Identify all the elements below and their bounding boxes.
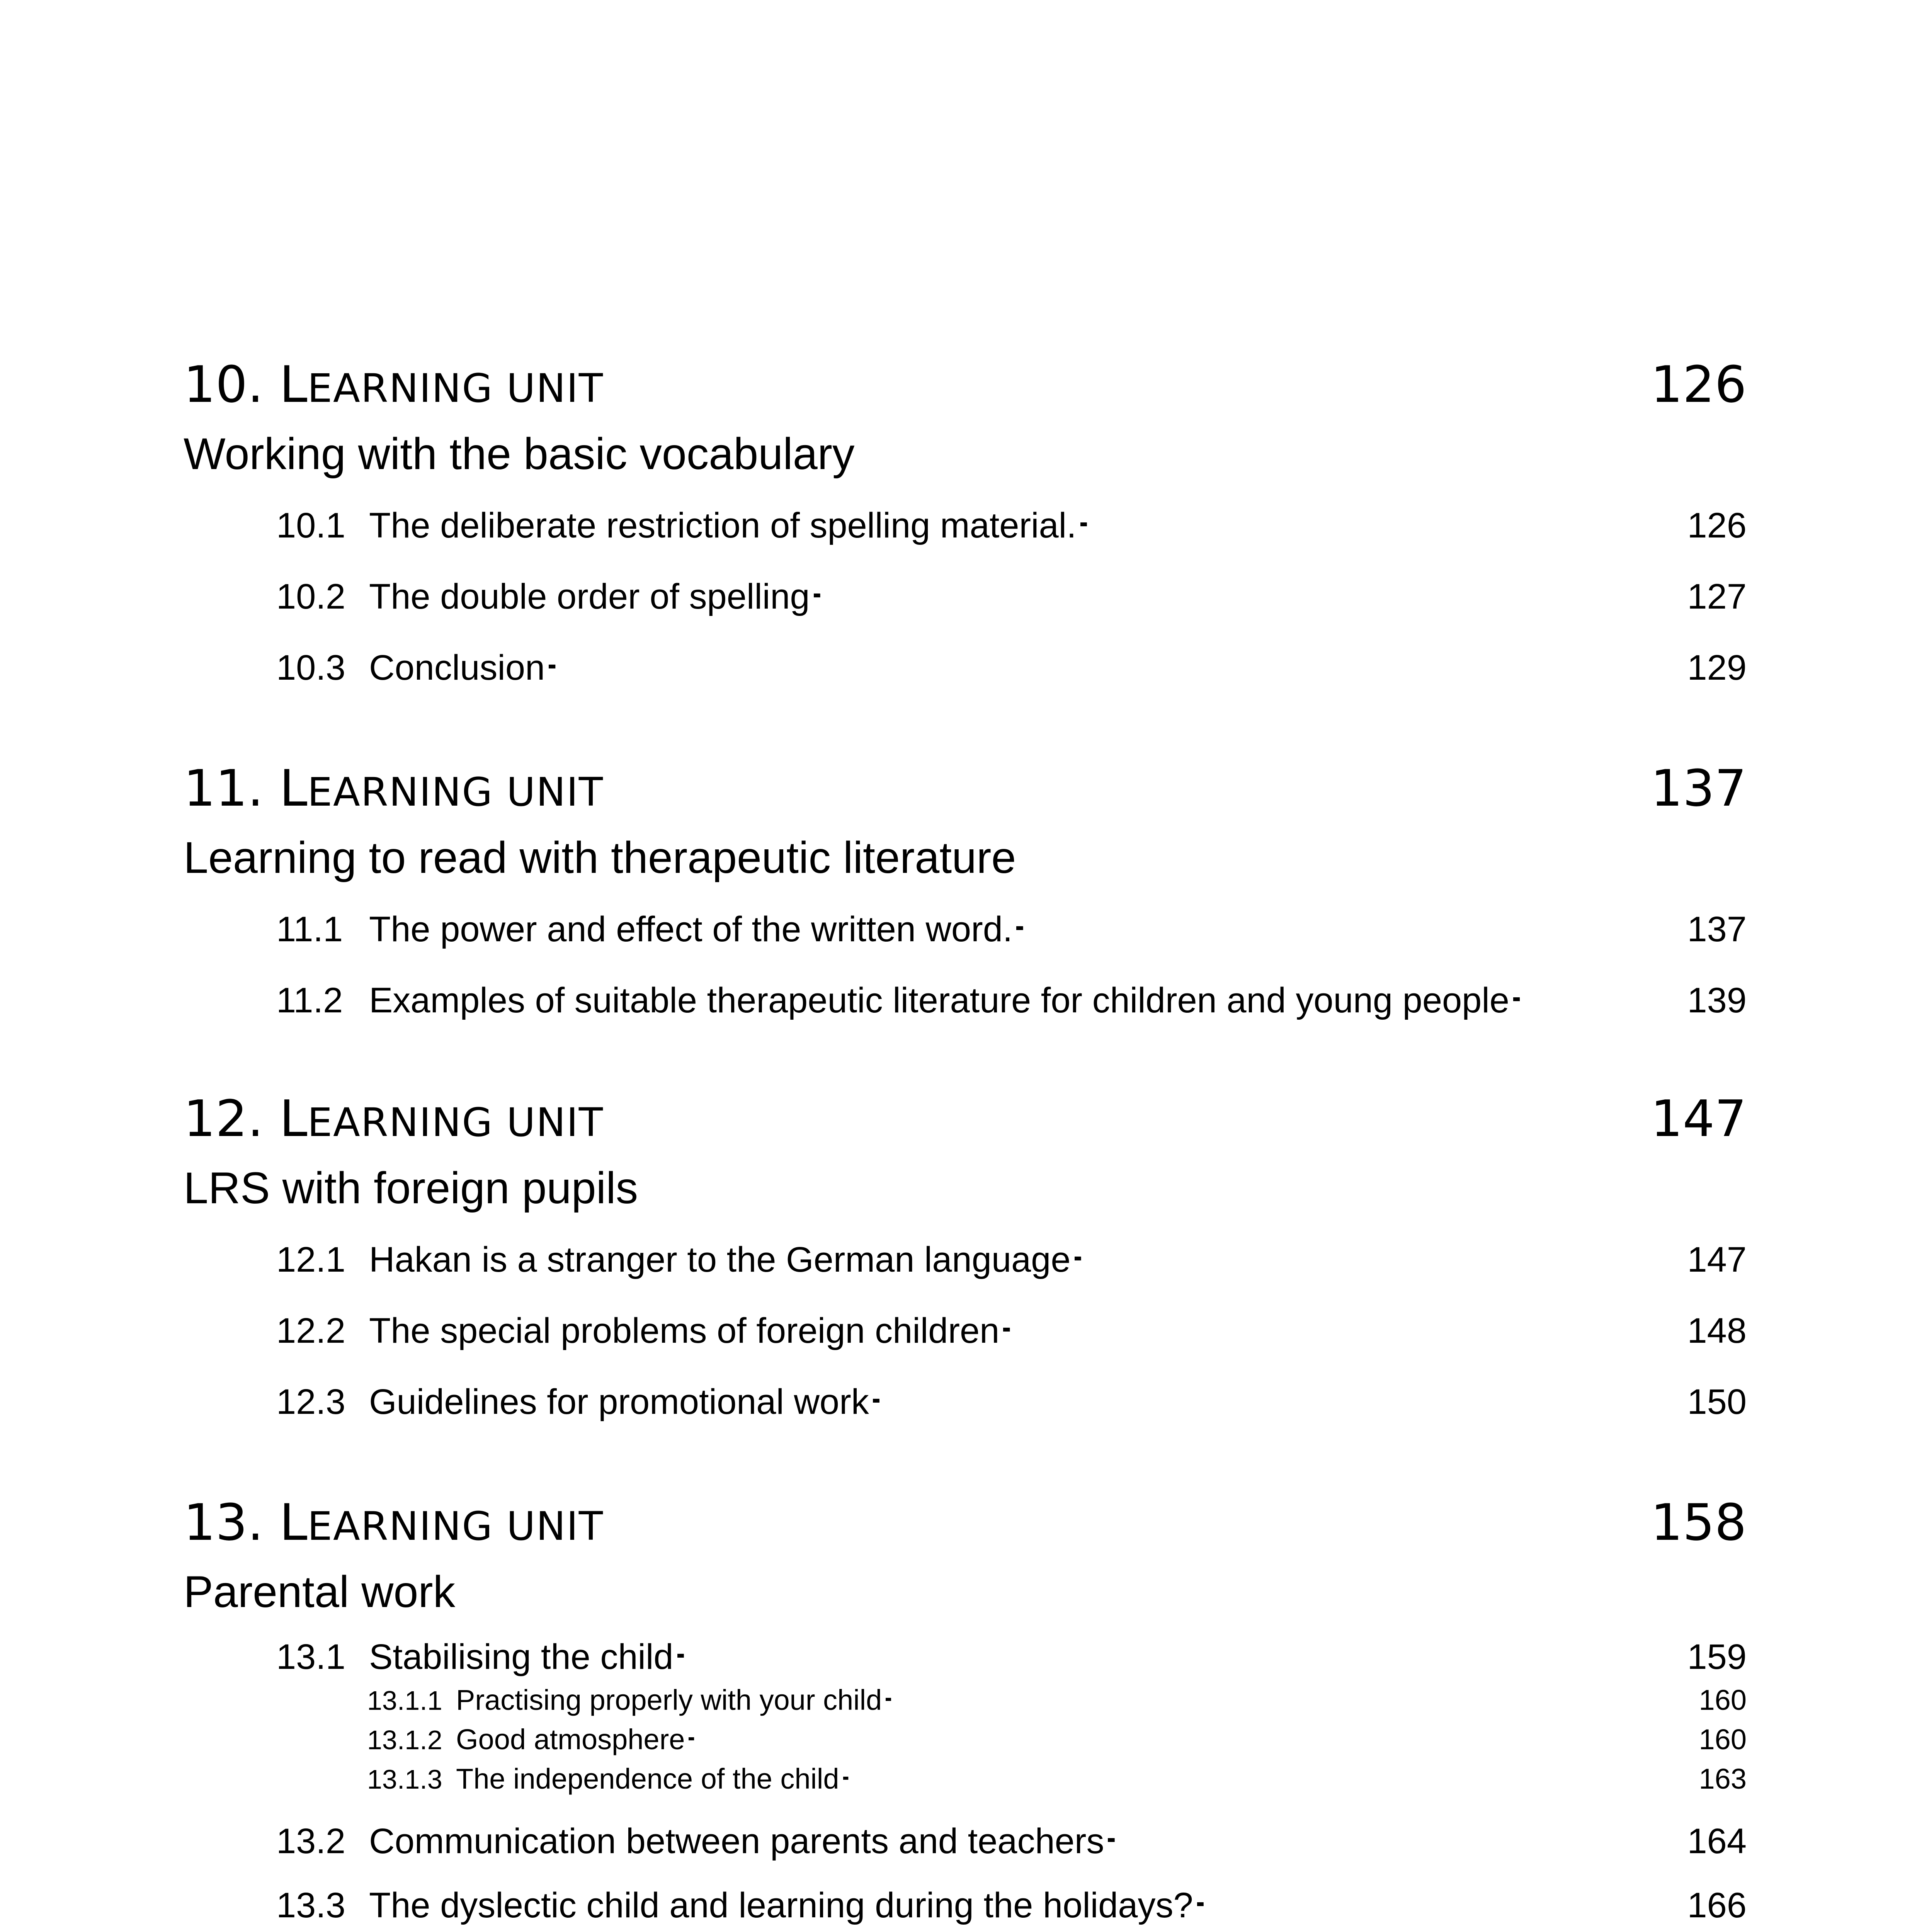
entry-number: 10.3 <box>276 648 346 687</box>
entry-title: The deliberate restriction of spelling material. <box>369 506 1077 545</box>
dot-leader <box>873 1378 1684 1414</box>
unit-subtitle: Working with the basic vocabulary <box>184 429 855 479</box>
unit-subtitle: Learning to read with therapeutic literature <box>184 833 1016 883</box>
entry-number: 12.1 <box>276 1240 346 1279</box>
dot-leader <box>677 1633 1684 1669</box>
toc-entry[interactable] <box>276 490 1747 561</box>
dot-leader <box>1075 1236 1684 1272</box>
unit-label <box>279 355 604 414</box>
entry-number: 13.1 <box>276 1637 346 1677</box>
unit-label <box>279 1089 604 1148</box>
toc-unit-13 <box>184 1486 1747 1932</box>
entry-title: The independence of the child <box>456 1763 839 1795</box>
entry-number: 13.1.2 <box>367 1725 442 1755</box>
entry-page: 127 <box>1687 577 1747 616</box>
dot-leader <box>1513 977 1684 1012</box>
toc-entry[interactable] <box>276 1366 1747 1437</box>
entry-number: 13.1.3 <box>367 1764 442 1794</box>
unit-subtitle: LRS with foreign pupils <box>184 1163 638 1213</box>
entry-title: Guidelines for promotional work <box>369 1382 869 1422</box>
entry-page: 139 <box>1687 981 1747 1020</box>
unit-label-rest: EARNING UNIT <box>307 1100 604 1146</box>
entry-page: 137 <box>1687 910 1747 949</box>
entry-page: 150 <box>1687 1382 1747 1422</box>
unit-label-rest: EARNING UNIT <box>307 1503 604 1549</box>
entry-page: 147 <box>1687 1240 1747 1279</box>
unit-label-cap: L <box>279 1089 308 1148</box>
toc-entry[interactable] <box>276 1628 1747 1680</box>
dot-leader <box>1080 502 1684 537</box>
entry-number: 11.2 <box>276 981 343 1020</box>
dot-leader <box>1003 1307 1683 1343</box>
unit-heading <box>184 348 1747 421</box>
dot-leader <box>1197 1882 1684 1917</box>
unit-number: 10. <box>184 355 264 414</box>
entry-number: 11.1 <box>276 910 343 949</box>
toc-subentry[interactable] <box>367 1720 1747 1759</box>
dot-leader <box>1108 1818 1683 1853</box>
entry-title: The dyslectic child and learning during the holidays? <box>369 1886 1193 1925</box>
entry-title: The power and effect of the written word. <box>369 910 1013 949</box>
entry-title: Stabilising the child <box>369 1637 674 1677</box>
unit-label-rest: EARNING UNIT <box>307 366 604 412</box>
unit-page-number: 137 <box>1650 759 1747 818</box>
dot-leader <box>886 1681 1695 1710</box>
entry-page: 160 <box>1699 1684 1747 1716</box>
dot-leader <box>1016 906 1683 941</box>
dot-leader <box>843 1760 1695 1789</box>
unit-label <box>279 1493 604 1552</box>
entry-title: Practising properly with your child <box>456 1684 882 1716</box>
toc-entry[interactable] <box>276 1224 1747 1295</box>
unit-label-cap: L <box>279 355 308 414</box>
toc-entry[interactable] <box>276 632 1747 703</box>
toc-entry[interactable] <box>276 965 1747 1036</box>
entry-number: 10.1 <box>276 506 346 545</box>
unit-entries <box>184 1628 1747 1932</box>
entry-page: 164 <box>1687 1821 1747 1861</box>
unit-label <box>279 759 604 818</box>
entry-page: 160 <box>1699 1723 1747 1755</box>
entry-number: 13.3 <box>276 1886 346 1925</box>
toc-unit-11 <box>184 752 1747 1036</box>
unit-number: 12. <box>184 1089 264 1148</box>
entry-title: Conclusion <box>369 648 545 687</box>
unit-heading <box>184 1082 1747 1155</box>
unit-number: 13. <box>184 1493 264 1552</box>
unit-number: 11. <box>184 759 264 818</box>
entry-title: Examples of suitable therapeutic literature for children and young people <box>369 981 1509 1020</box>
entry-page: 126 <box>1687 506 1747 545</box>
entry-number: 10.2 <box>276 577 346 616</box>
toc-subentry[interactable] <box>367 1759 1747 1799</box>
entry-title: Communication between parents and teachers <box>369 1821 1104 1861</box>
entry-title: Hakan is a stranger to the German language <box>369 1240 1071 1279</box>
unit-entries <box>184 490 1747 703</box>
entry-page: 129 <box>1687 648 1747 687</box>
entry-title: The double order of spelling <box>369 577 810 616</box>
entry-number: 12.3 <box>276 1382 346 1422</box>
toc-unit-10 <box>184 348 1747 703</box>
unit-entries <box>184 1224 1747 1437</box>
toc-entry[interactable] <box>276 894 1747 965</box>
unit-subtitle: Parental work <box>184 1567 456 1617</box>
unit-heading <box>184 752 1747 825</box>
unit-label-cap: L <box>279 759 308 818</box>
toc-subentry[interactable] <box>367 1680 1747 1720</box>
entry-page: 159 <box>1687 1637 1747 1677</box>
toc-entry[interactable] <box>276 1295 1747 1366</box>
entry-title: Good atmosphere <box>456 1723 685 1755</box>
entry-number: 13.2 <box>276 1821 346 1861</box>
entry-page: 166 <box>1687 1886 1747 1925</box>
toc-entry[interactable] <box>276 1799 1747 1870</box>
unit-page-number: 158 <box>1650 1493 1747 1552</box>
unit-entries <box>184 894 1747 1036</box>
unit-label-cap: L <box>279 1493 308 1552</box>
toc-entry[interactable] <box>276 1870 1747 1932</box>
entry-title: The special problems of foreign children <box>369 1311 1000 1350</box>
dot-leader <box>549 644 1683 680</box>
unit-heading <box>184 1486 1747 1559</box>
unit-page-number: 126 <box>1650 355 1747 414</box>
dot-leader <box>814 573 1684 609</box>
toc-unit-12 <box>184 1082 1747 1437</box>
entry-number: 13.1.1 <box>367 1685 442 1716</box>
entry-page: 148 <box>1687 1311 1747 1350</box>
entry-number: 12.2 <box>276 1311 346 1350</box>
dot-leader <box>689 1721 1695 1749</box>
unit-label-rest: EARNING UNIT <box>307 769 604 815</box>
unit-page-number: 147 <box>1650 1089 1747 1148</box>
entry-page: 163 <box>1699 1763 1747 1795</box>
toc-entry[interactable] <box>276 561 1747 632</box>
